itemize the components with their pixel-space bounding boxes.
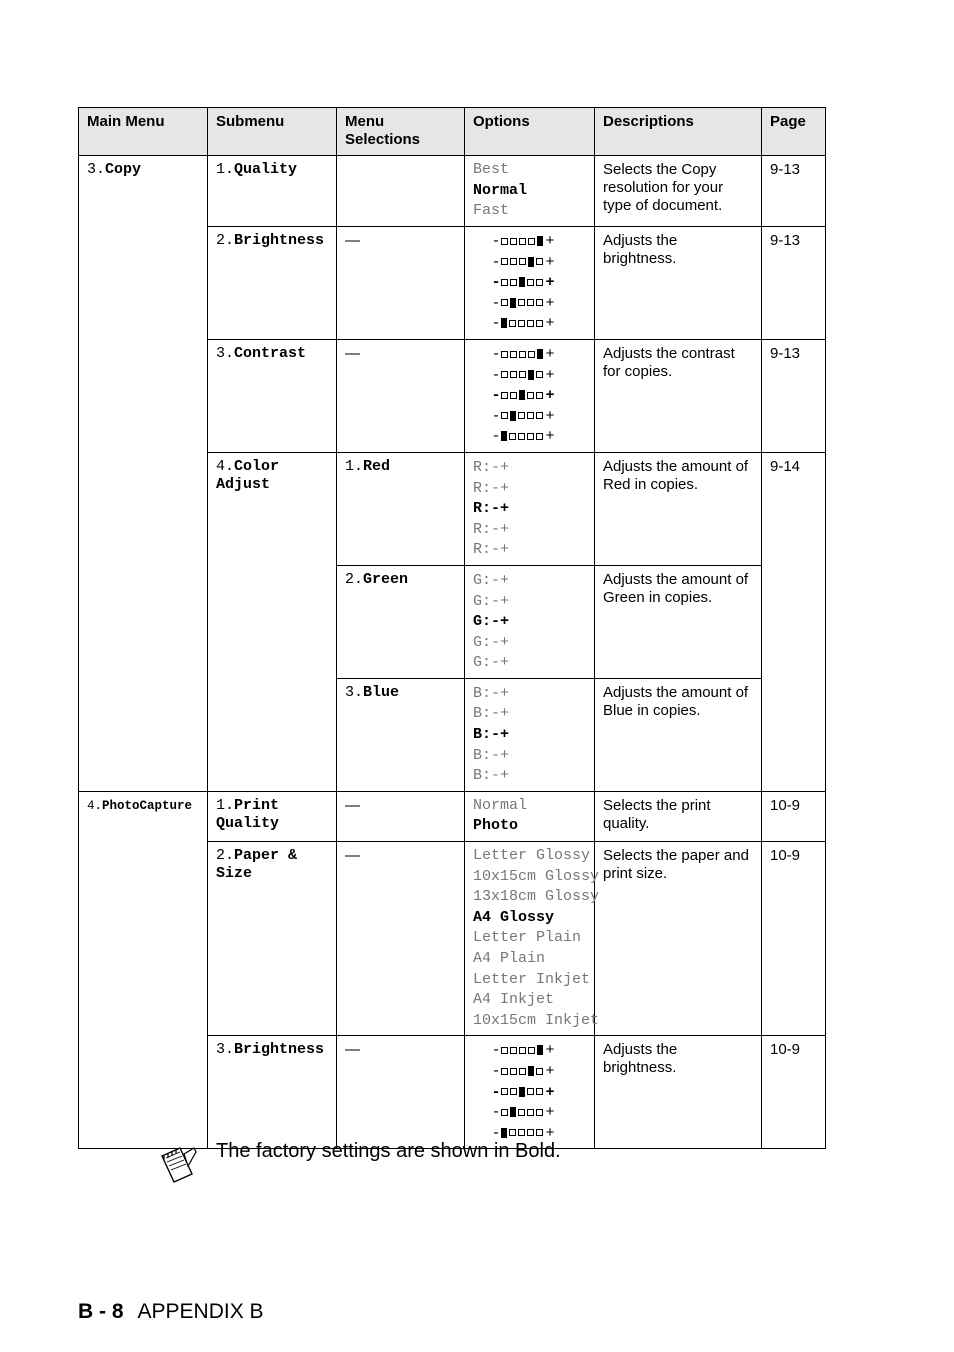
level-marker-filled xyxy=(528,1066,534,1076)
description: Adjusts the brightness. xyxy=(595,227,762,340)
level-option xyxy=(473,294,586,315)
menu-table xyxy=(78,107,826,1149)
channel-prefix: R: xyxy=(473,541,492,559)
level-marker-empty xyxy=(518,299,525,306)
level-marker-empty xyxy=(536,371,543,378)
submenu-print-quality: 1.Print Quality xyxy=(208,791,337,841)
plus-sign: + xyxy=(500,592,510,610)
plus-sign: + xyxy=(545,253,555,271)
page-ref: 9-13 xyxy=(762,227,826,340)
submenu-quality: 1.Quality xyxy=(208,156,337,227)
level-marker-empty xyxy=(527,279,534,286)
minus-sign: - xyxy=(491,315,501,333)
level-marker-empty xyxy=(510,1047,517,1054)
description: Adjusts the brightness. xyxy=(595,1036,762,1149)
option-item: 10x15cm Inkjet xyxy=(473,1011,600,1029)
level-option xyxy=(473,520,586,541)
options-green-scale xyxy=(465,565,595,678)
level-marker-empty xyxy=(519,351,526,358)
option-item: 10x15cm Glossy xyxy=(473,867,600,885)
level-option xyxy=(473,314,586,335)
level-option xyxy=(473,725,586,746)
level-marker-empty xyxy=(518,412,525,419)
plus-sign: + xyxy=(500,458,510,476)
level-marker-empty xyxy=(527,433,534,440)
option-item-default: Normal xyxy=(473,181,528,199)
level-marker-empty xyxy=(501,299,508,306)
level-marker-empty xyxy=(510,392,517,399)
note xyxy=(158,1140,758,1190)
plus-sign: + xyxy=(500,767,510,785)
level-marker-empty xyxy=(501,351,508,358)
minus-sign: - xyxy=(491,613,501,631)
options-blue-scale xyxy=(465,678,595,791)
plus-sign: + xyxy=(545,1042,555,1060)
plus-sign: + xyxy=(545,387,555,405)
channel-prefix: G: xyxy=(473,571,492,589)
plus-sign: + xyxy=(545,366,555,384)
option-item: A4 Inkjet xyxy=(473,991,555,1009)
level-marker-empty xyxy=(528,1047,535,1054)
channel-prefix: R: xyxy=(473,479,492,497)
minus-sign: - xyxy=(491,294,501,312)
minus-sign: - xyxy=(491,1062,501,1080)
level-marker-empty xyxy=(527,392,534,399)
level-option xyxy=(473,366,586,387)
option-item: A4 Plain xyxy=(473,950,546,967)
plus-sign: + xyxy=(545,1083,555,1101)
options-red-scale xyxy=(465,452,595,565)
level-option xyxy=(473,479,586,500)
level-marker-empty xyxy=(519,1068,526,1075)
minus-sign: - xyxy=(491,345,501,363)
level-marker-empty xyxy=(528,238,535,245)
level-option xyxy=(473,704,586,725)
description: Adjusts the amount of Green in copies. xyxy=(595,565,762,678)
level-option xyxy=(473,345,586,366)
page-ref: 10-9 xyxy=(762,842,826,1036)
page-ref: 10-9 xyxy=(762,1036,826,1149)
level-option xyxy=(473,1062,586,1083)
minus-sign: - xyxy=(491,479,501,497)
level-marker-empty xyxy=(527,320,534,327)
level-marker-empty xyxy=(510,258,517,265)
level-marker-empty xyxy=(510,279,517,286)
minus-sign: - xyxy=(491,633,501,651)
plus-sign: + xyxy=(500,633,510,651)
level-marker-empty xyxy=(519,371,526,378)
minus-sign: - xyxy=(491,387,501,405)
table-row xyxy=(79,156,826,227)
level-option xyxy=(473,1083,586,1104)
plus-sign: + xyxy=(500,500,510,518)
level-marker-filled xyxy=(510,411,516,421)
selection-none: — xyxy=(337,842,465,1036)
selection-green: 2.Green xyxy=(337,565,465,678)
option-item: Letter Inkjet xyxy=(473,970,591,988)
level-marker-empty xyxy=(510,1088,517,1095)
selection-none: — xyxy=(337,227,465,340)
plus-sign: + xyxy=(500,571,510,589)
selection-blue: 3.Blue xyxy=(337,678,465,791)
channel-prefix: B: xyxy=(473,767,492,785)
level-marker-empty xyxy=(509,320,516,327)
selection-none: — xyxy=(337,791,465,841)
options-level-scale xyxy=(465,339,595,452)
minus-sign: - xyxy=(491,1124,501,1142)
option-item: Fast xyxy=(473,202,510,220)
level-option xyxy=(473,1041,586,1062)
level-option xyxy=(473,766,586,787)
minus-sign: - xyxy=(491,407,501,425)
level-option xyxy=(473,592,586,613)
channel-prefix: B: xyxy=(473,705,492,723)
level-option xyxy=(473,458,586,479)
level-marker-empty xyxy=(519,238,526,245)
page-ref: 9-14 xyxy=(762,452,826,791)
plus-sign: + xyxy=(545,428,555,446)
level-option xyxy=(473,232,586,253)
header-options: Options xyxy=(465,108,595,156)
level-option xyxy=(473,571,586,592)
level-option xyxy=(473,633,586,654)
note-pad-icon xyxy=(158,1144,198,1184)
header-main-menu: Main Menu xyxy=(79,108,208,156)
main-menu-copy: 3.Copy xyxy=(79,156,208,792)
options-level-scale xyxy=(465,227,595,340)
submenu-paper-size: 2.Paper & Size xyxy=(208,842,337,1036)
page-number: B - 8 xyxy=(78,1300,124,1323)
minus-sign: - xyxy=(491,571,501,589)
level-marker-filled xyxy=(519,277,525,287)
level-marker-filled xyxy=(510,298,516,308)
submenu-brightness: 3.Brightness xyxy=(208,1036,337,1149)
section-title: APPENDIX B xyxy=(137,1300,264,1323)
plus-sign: + xyxy=(500,654,510,672)
options-paper-size xyxy=(465,842,600,1036)
description: Selects the print quality. xyxy=(595,791,762,841)
note-text: The factory settings are shown in Bold. xyxy=(216,1140,561,1162)
description: Selects the paper and print size. xyxy=(595,842,762,1036)
level-marker-empty xyxy=(536,258,543,265)
level-marker-filled xyxy=(528,257,534,267)
header-page: Page xyxy=(762,108,826,156)
header-menu-selections: Menu Selections xyxy=(337,108,465,156)
minus-sign: - xyxy=(491,1083,501,1101)
level-marker-empty xyxy=(518,433,525,440)
level-marker-empty xyxy=(501,1088,508,1095)
minus-sign: - xyxy=(491,1042,501,1060)
plus-sign: + xyxy=(500,613,510,631)
level-option xyxy=(473,540,586,561)
header-submenu: Submenu xyxy=(208,108,337,156)
minus-sign: - xyxy=(491,233,501,250)
level-marker-empty xyxy=(527,1088,534,1095)
level-marker-empty xyxy=(509,1129,516,1136)
page-footer xyxy=(78,1300,264,1324)
option-item: 13x18cm Glossy xyxy=(473,888,600,906)
level-marker-empty xyxy=(536,392,543,399)
level-marker-empty xyxy=(536,279,543,286)
level-marker-filled xyxy=(501,431,507,441)
channel-prefix: B: xyxy=(473,684,492,702)
level-marker-filled xyxy=(501,318,507,328)
minus-sign: - xyxy=(491,705,501,723)
level-marker-empty xyxy=(536,299,543,306)
level-marker-filled xyxy=(537,1045,543,1055)
level-marker-empty xyxy=(501,238,508,245)
selection-empty xyxy=(337,156,465,227)
plus-sign: + xyxy=(545,315,555,333)
level-marker-empty xyxy=(536,433,543,440)
level-option xyxy=(473,746,586,767)
level-marker-empty xyxy=(527,1109,534,1116)
page-ref: 9-13 xyxy=(762,339,826,452)
channel-prefix: R: xyxy=(473,458,492,476)
level-option xyxy=(473,1103,586,1124)
main-menu-photocapture: 4.PhotoCapture xyxy=(79,791,208,1149)
level-marker-empty xyxy=(501,412,508,419)
header-row xyxy=(79,108,826,156)
level-marker-empty xyxy=(536,412,543,419)
header-descriptions: Descriptions xyxy=(595,108,762,156)
level-marker-empty xyxy=(527,1129,534,1136)
option-item: Letter Glossy xyxy=(473,847,591,865)
level-marker-filled xyxy=(537,236,543,246)
level-option xyxy=(473,499,586,520)
minus-sign: - xyxy=(491,654,501,672)
description: Adjusts the contrast for copies. xyxy=(595,339,762,452)
level-marker-filled xyxy=(519,1087,525,1097)
level-option xyxy=(473,253,586,274)
channel-prefix: G: xyxy=(473,592,492,610)
page-ref: 9-13 xyxy=(762,156,826,227)
minus-sign: - xyxy=(491,592,501,610)
channel-prefix: G: xyxy=(473,633,492,651)
option-item-default: Photo xyxy=(473,817,519,835)
plus-sign: + xyxy=(500,684,510,702)
level-marker-empty xyxy=(510,1068,517,1075)
level-marker-empty xyxy=(509,433,516,440)
submenu-color-adjust: 4.Color Adjust xyxy=(208,452,337,791)
level-marker-filled xyxy=(510,1107,516,1117)
level-marker-filled xyxy=(528,370,534,380)
level-marker-empty xyxy=(536,1068,543,1075)
submenu-contrast: 3.Contrast xyxy=(208,339,337,452)
minus-sign: - xyxy=(491,541,501,559)
channel-prefix: B: xyxy=(473,726,492,744)
minus-sign: - xyxy=(491,500,501,518)
option-item: Normal xyxy=(473,796,528,814)
option-item-default: A4 Glossy xyxy=(473,908,555,926)
level-marker-filled xyxy=(537,349,543,359)
level-marker-empty xyxy=(501,1068,508,1075)
options-level-scale xyxy=(465,1036,595,1149)
minus-sign: - xyxy=(491,1104,501,1122)
description: Adjusts the amount of Red in copies. xyxy=(595,452,762,565)
level-marker-filled xyxy=(501,1128,507,1138)
level-option xyxy=(473,407,586,428)
level-marker-empty xyxy=(527,412,534,419)
minus-sign: - xyxy=(491,520,501,538)
selection-none: — xyxy=(337,1036,465,1149)
option-item: Best xyxy=(473,161,510,178)
level-marker-empty xyxy=(501,258,508,265)
page-ref: 10-9 xyxy=(762,791,826,841)
channel-prefix: G: xyxy=(473,613,492,631)
channel-prefix: R: xyxy=(473,500,492,518)
level-marker-empty xyxy=(510,238,517,245)
plus-sign: + xyxy=(500,705,510,723)
minus-sign: - xyxy=(491,274,501,292)
level-marker-empty xyxy=(518,1109,525,1116)
minus-sign: - xyxy=(491,726,501,744)
options-quality xyxy=(465,156,595,227)
level-marker-empty xyxy=(501,371,508,378)
plus-sign: + xyxy=(545,407,555,425)
submenu-brightness: 2.Brightness xyxy=(208,227,337,340)
plus-sign: + xyxy=(500,520,510,538)
channel-prefix: G: xyxy=(473,654,492,672)
channel-prefix: R: xyxy=(473,520,492,538)
minus-sign: - xyxy=(491,253,501,271)
minus-sign: - xyxy=(491,428,501,446)
level-option xyxy=(473,684,586,705)
minus-sign: - xyxy=(491,746,501,764)
level-marker-empty xyxy=(501,392,508,399)
description: Adjusts the amount of Blue in copies. xyxy=(595,678,762,791)
level-marker-empty xyxy=(536,1088,543,1095)
level-marker-empty xyxy=(536,1109,543,1116)
level-option xyxy=(473,653,586,674)
level-marker-empty xyxy=(518,320,525,327)
plus-sign: + xyxy=(545,274,555,292)
level-option xyxy=(473,612,586,633)
level-marker-empty xyxy=(501,279,508,286)
plus-sign: + xyxy=(500,479,510,497)
level-marker-empty xyxy=(519,258,526,265)
level-marker-empty xyxy=(536,1129,543,1136)
level-marker-empty xyxy=(528,351,535,358)
minus-sign: - xyxy=(491,684,501,702)
level-marker-empty xyxy=(519,1047,526,1054)
channel-prefix: B: xyxy=(473,746,492,764)
level-marker-empty xyxy=(510,371,517,378)
minus-sign: - xyxy=(491,767,501,785)
level-marker-empty xyxy=(518,1129,525,1136)
level-option xyxy=(473,386,586,407)
selection-none: — xyxy=(337,339,465,452)
plus-sign: + xyxy=(545,1124,555,1142)
plus-sign: + xyxy=(500,726,510,744)
level-option xyxy=(473,427,586,448)
level-marker-empty xyxy=(501,1047,508,1054)
plus-sign: + xyxy=(545,1104,555,1122)
plus-sign: + xyxy=(545,345,555,363)
minus-sign: - xyxy=(491,458,501,476)
level-marker-empty xyxy=(510,351,517,358)
description: Selects the Copy resolution for your type of document. xyxy=(595,156,762,227)
level-marker-filled xyxy=(519,390,525,400)
plus-sign: + xyxy=(500,541,510,559)
plus-sign: + xyxy=(545,233,555,250)
selection-red: 1.Red xyxy=(337,452,465,565)
level-option xyxy=(473,273,586,294)
plus-sign: + xyxy=(500,746,510,764)
minus-sign: - xyxy=(491,366,501,384)
plus-sign: + xyxy=(545,1062,555,1080)
level-marker-empty xyxy=(501,1109,508,1116)
level-marker-empty xyxy=(536,320,543,327)
option-item: Letter Plain xyxy=(473,929,582,947)
level-marker-empty xyxy=(527,299,534,306)
plus-sign: + xyxy=(545,294,555,312)
table-row xyxy=(79,791,826,841)
options-print-quality xyxy=(465,791,595,841)
